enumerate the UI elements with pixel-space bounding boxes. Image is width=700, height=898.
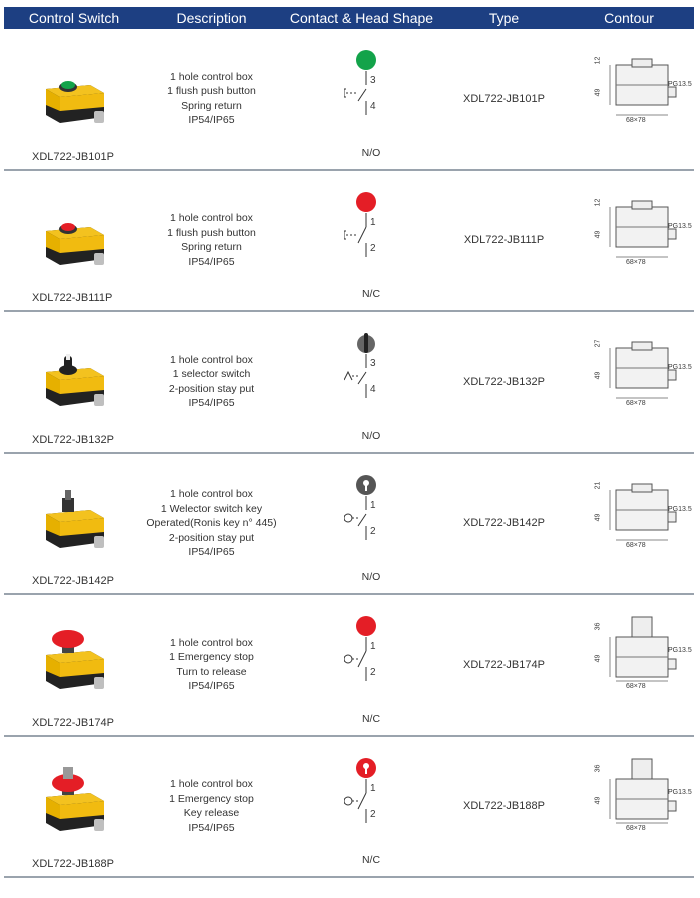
contact-state: N/C (361, 712, 381, 725)
product-cell (4, 595, 144, 735)
product-name: XDL722-JB111P (32, 292, 113, 304)
type-value: XDL722-JB174P (463, 658, 545, 671)
contour-base-dimension: 68×78 (626, 683, 646, 690)
header-contour: Contour (604, 10, 654, 26)
type-value: XDL722-JB111P (463, 234, 545, 247)
description-line: 1 hole control box (170, 353, 253, 366)
contact-cell (279, 312, 444, 452)
product-image (40, 59, 120, 144)
contact-symbol-icon (344, 779, 384, 828)
contour-body-dimension: 49 (594, 88, 602, 97)
description-cell (144, 737, 279, 877)
contour-drawing (596, 757, 691, 852)
description-line: 1 flush push button (167, 85, 256, 98)
contour-body-dimension: 49 (594, 654, 602, 663)
description-line: Spring return (181, 241, 242, 254)
contour-body-dimension: 49 (594, 230, 602, 238)
contour-gland-label: PG13.5 (668, 222, 692, 230)
contact-bottom-number: 4 (370, 101, 376, 112)
description-line: 2-position stay put (168, 531, 255, 544)
description-line: 2-position stay put (168, 382, 255, 395)
product-image (40, 342, 120, 427)
contour-head-dimension: 12 (594, 56, 602, 65)
product-name: XDL722-JB174P (32, 716, 114, 729)
contact-symbol-icon (344, 354, 384, 403)
description-line: 1 hole control box (170, 778, 253, 791)
description-line: 1 hole control box (170, 212, 253, 225)
description-cell (144, 171, 279, 311)
description-line: Turn to release (176, 665, 247, 678)
table-row (4, 595, 694, 737)
product-image (40, 767, 120, 852)
description-line: IP54/IP65 (188, 680, 235, 693)
contour-base-dimension: 68×78 (626, 400, 646, 407)
product-name: XDL722-JB132P (32, 433, 114, 446)
type-cell (444, 29, 564, 169)
contact-bottom-number: 2 (370, 525, 376, 537)
product-name: XDL722-JB101P (32, 150, 114, 163)
description-line: 1 flush push button (167, 226, 256, 239)
contact-top-number: 3 (370, 75, 376, 86)
description-line: IP54/IP65 (188, 546, 235, 558)
contour-gland-label: PG13.5 (668, 81, 692, 88)
contact-symbol-icon (344, 71, 384, 120)
description-line: 1 hole control box (170, 70, 253, 83)
table-row (4, 454, 694, 596)
contact-cell (279, 171, 444, 311)
type-cell (444, 171, 564, 311)
description-line: 1 Emergency stop (169, 792, 254, 805)
product-image (40, 484, 120, 569)
description-line: 1 Emergency stop (169, 651, 254, 664)
contact-top-number: 3 (370, 358, 376, 369)
contact-top-number: 1 (370, 499, 376, 511)
contour-cell (564, 171, 694, 311)
type-cell (444, 595, 564, 735)
contour-head-dimension: 21 (594, 481, 602, 489)
table-row (4, 29, 694, 171)
product-image (40, 625, 120, 710)
header-contact-head-shape: Contact & Head Shape (289, 10, 434, 26)
contour-gland-label: PG13.5 (668, 364, 692, 371)
contact-cell (279, 595, 444, 735)
product-name: XDL722-JB188P (32, 858, 114, 870)
contact-symbol-icon (344, 213, 384, 262)
description-cell (144, 454, 279, 594)
contour-drawing (596, 474, 691, 569)
description-line: IP54/IP65 (188, 397, 235, 410)
type-value: XDL722-JB142P (463, 517, 545, 530)
description-line: IP54/IP65 (188, 821, 235, 834)
table-row (4, 737, 694, 879)
description-line: Key release (183, 807, 240, 820)
description-line: Operated(Ronis key n° 445) (146, 517, 277, 529)
type-value: XDL722-JB132P (463, 375, 545, 388)
product-image (40, 201, 120, 286)
contour-cell (564, 595, 694, 735)
contact-top-number: 1 (370, 641, 376, 652)
description-line: 1 hole control box (170, 636, 253, 649)
contour-cell (564, 737, 694, 877)
contact-symbol-icon (344, 496, 384, 545)
header-type: Type (488, 10, 520, 26)
contour-body-dimension: 49 (594, 513, 602, 521)
contour-gland-label: PG13.5 (668, 647, 692, 654)
contact-bottom-number: 2 (370, 242, 376, 254)
description-cell (144, 595, 279, 735)
type-value: XDL722-JB101P (463, 92, 545, 105)
contour-head-dimension: 36 (594, 764, 602, 772)
table-row (4, 312, 694, 454)
contour-drawing (596, 49, 691, 144)
contour-drawing (596, 191, 691, 286)
contour-cell (564, 29, 694, 169)
header-description: Description (176, 10, 247, 26)
product-cell (4, 171, 144, 311)
description-cell (144, 29, 279, 169)
contour-base-dimension: 68×78 (626, 258, 646, 266)
contact-bottom-number: 4 (370, 384, 376, 395)
contour-head-dimension: 36 (594, 622, 602, 631)
contour-drawing (596, 332, 691, 427)
contact-state: N/O (361, 429, 381, 442)
type-value: XDL722-JB188P (463, 800, 545, 813)
table-header (4, 7, 694, 29)
contour-base-dimension: 68×78 (626, 824, 646, 832)
type-cell (444, 737, 564, 877)
contact-cell (279, 29, 444, 169)
contact-cell (279, 454, 444, 594)
contour-body-dimension: 49 (594, 796, 602, 804)
contour-cell (564, 312, 694, 452)
description-line: IP54/IP65 (188, 114, 235, 127)
contact-top-number: 1 (370, 782, 376, 794)
description-cell (144, 312, 279, 452)
product-cell (4, 737, 144, 877)
contact-bottom-number: 2 (370, 667, 376, 678)
description-line: 1 hole control box (170, 488, 253, 500)
contact-state: N/C (361, 854, 381, 866)
product-cell (4, 312, 144, 452)
product-name: XDL722-JB142P (32, 575, 114, 587)
contact-bottom-number: 2 (370, 808, 376, 820)
product-cell (4, 29, 144, 169)
contact-state: N/O (361, 571, 381, 583)
type-cell (444, 312, 564, 452)
contour-body-dimension: 49 (594, 371, 602, 380)
header-control-switch: Control Switch (28, 10, 120, 26)
contact-top-number: 1 (370, 216, 376, 228)
product-cell (4, 454, 144, 594)
contour-head-dimension: 12 (594, 198, 602, 206)
contour-gland-label: PG13.5 (668, 505, 692, 513)
contact-cell (279, 737, 444, 877)
contour-head-dimension: 27 (594, 339, 602, 348)
contact-state: N/C (361, 288, 381, 300)
contact-state: N/O (361, 146, 381, 159)
contact-symbol-icon (344, 637, 384, 686)
contour-drawing (596, 615, 691, 710)
description-line: 1 selector switch (172, 368, 251, 381)
product-table (4, 29, 694, 878)
description-line: 1 Welector switch key (160, 502, 263, 515)
contour-base-dimension: 68×78 (626, 117, 646, 124)
contour-cell (564, 454, 694, 594)
type-cell (444, 454, 564, 594)
description-line: IP54/IP65 (188, 255, 235, 268)
contour-gland-label: PG13.5 (668, 788, 692, 796)
contour-base-dimension: 68×78 (626, 541, 646, 549)
description-line: Spring return (181, 99, 242, 112)
table-row (4, 171, 694, 313)
